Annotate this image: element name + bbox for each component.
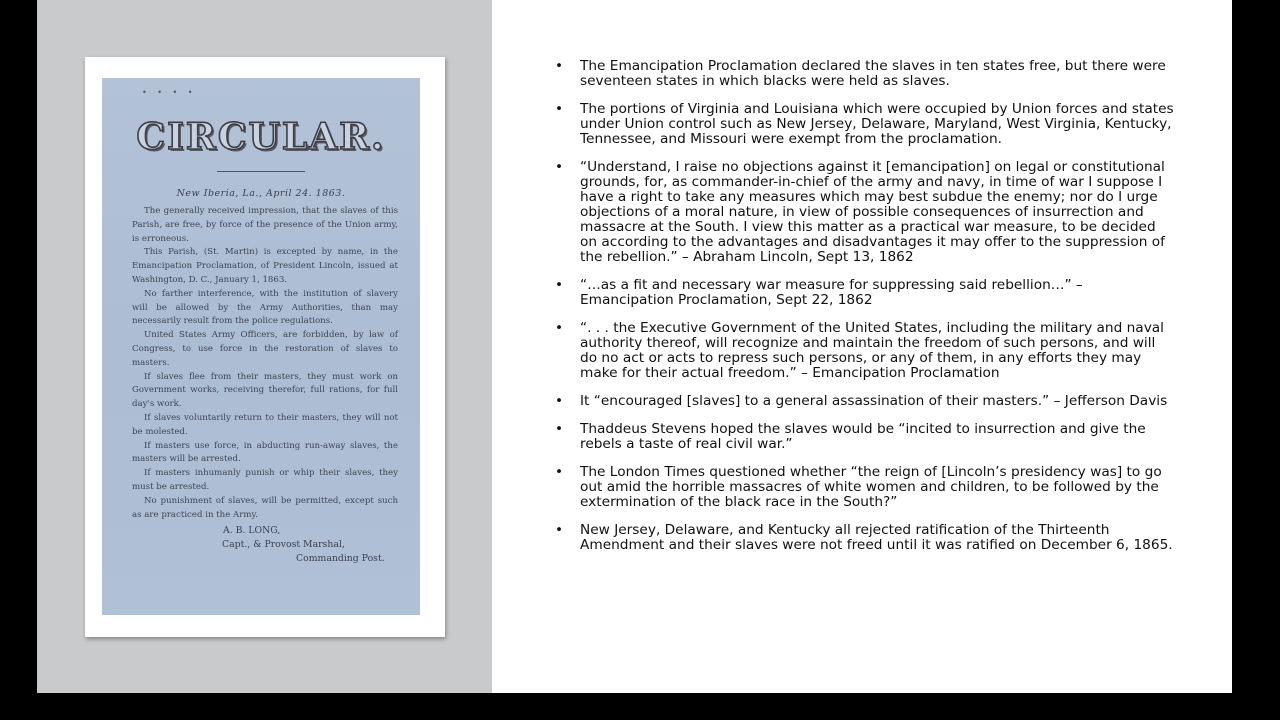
bullet-item (555, 523, 1175, 553)
bullet-dot: • (555, 320, 564, 336)
bullet-item (555, 394, 1175, 409)
circular-document (102, 78, 420, 615)
bullet-list (555, 59, 1175, 566)
bullet-dot: • (555, 277, 564, 293)
bullet-text: The portions of Virginia and Louisiana which were occupied by Union forces and states under Union control such as New Jersey, Delaware, Maryland, West Virginia, Kentucky, Tennessee, and Missouri were exempt from the proclamation. (580, 101, 1174, 147)
circular-paragraph: No punishment of slaves, will be permitted, except such as are practiced in the Army. (132, 495, 398, 520)
right-letterbox (1232, 0, 1280, 693)
bullet-item (555, 321, 1175, 381)
signature-role: Capt., & Provost Marshal, (222, 539, 345, 550)
circular-paragraph: No farther interference, with the institution of slavery will be allowed by the Army Authorities, than may necessarily result from the police regulations. (132, 288, 398, 327)
bullet-dot: • (555, 159, 564, 175)
title-rule (217, 171, 305, 172)
circular-title: CIRCULAR. (136, 116, 386, 158)
circular-paragraph: If slaves flee from their masters, they must work on Government works, receiving therefor, full rations, for full day's work. (132, 371, 398, 410)
bullet-text: It “encouraged [slaves] to a general assassination of their masters.” – Jefferson Davis (580, 393, 1168, 409)
bullet-item (555, 278, 1175, 308)
circular-paragraph: This Parish, (St. Martin) is excepted by name, in the Emancipation Proclamation, of President Lincoln, issued at Washington, D. C., January 1, 1863. (132, 247, 398, 285)
circular-paragraph: The generally received impression, that the slaves of this Parish, are free, by force of the presence of the Union army, is erroneous. (132, 206, 398, 244)
circular-photo (85, 57, 445, 637)
bullet-dot: • (555, 522, 564, 538)
left-letterbox (0, 0, 37, 693)
bullet-item (555, 465, 1175, 510)
bullet-text: Thaddeus Stevens hoped the slaves would be “incited to insurrection and give the rebels a taste of real civil war.” (580, 421, 1146, 452)
bullet-text: “. . . the Executive Government of the United States, including the military and naval authority thereof, will recognize and maintain the freedom of such persons, and will do no act or acts to repress such persons, or any of them, in any efforts they may make for their actual freedom.” – Emancipation Proclamation (580, 320, 1164, 381)
circular-paragraph: If masters use force, in abducting run-away slaves, the masters will be arrested. (132, 440, 398, 465)
circular-paragraph: If slaves voluntarily return to their masters, they will not be molested. (132, 412, 398, 437)
bullet-item (555, 59, 1175, 89)
bullet-item (555, 160, 1175, 265)
bullet-item (555, 102, 1175, 147)
bullet-text: “Understand, I raise no objections against it [emancipation] on legal or constitutional grounds, for, as commander-in-chief of the army and navy, in time of war I suppose I have a right to take any measures which may best subdue the enemy; nor do I urge objections of a moral nature, in view of possible consequences of insurrection and massacre at the South. I view this matter as a practical war measure, to be decided on according to the advantages and disadvantages it may offer to the suppression of the rebellion.” – Abraham Lincoln, Sept 13, 1862 (580, 159, 1165, 265)
circular-signature (132, 524, 398, 566)
bottom-letterbox (0, 693, 1280, 720)
bullet-dot: • (555, 464, 564, 480)
bullet-text: “…as a fit and necessary war measure for suppressing said rebellion…” – Emancipation Proclamation, Sept 22, 1862 (580, 277, 1083, 308)
bullet-dot: • (555, 58, 564, 74)
bullet-text: The Emancipation Proclamation declared the slaves in ten states free, but there were seventeen states in which blacks were held as slaves. (580, 58, 1166, 89)
bullet-dot: • (555, 421, 564, 437)
signature-name: A. B. LONG, (223, 525, 281, 536)
bullet-dot: • (555, 101, 564, 117)
circular-paragraph: If masters inhumanly punish or whip their slaves, they must be arrested. (132, 468, 398, 492)
bullet-text: The London Times questioned whether “the reign of [Lincoln’s presidency was] to go out amid the horrible massacres of white women and children, to be followed by the extermination of the black race in the South?” (580, 464, 1162, 510)
signature-post: Commanding Post. (296, 553, 385, 564)
circular-paragraph: United States Army Officers, are forbidden, by law of Congress, to use force in the restoration of slaves to masters. (132, 330, 398, 368)
bullet-item (555, 422, 1175, 452)
paper-marks: • • • • (142, 88, 197, 97)
circular-dateline: New Iberia, La., April 24. 1863. (176, 188, 346, 199)
bullet-text: New Jersey, Delaware, and Kentucky all rejected ratification of the Thirteenth Amendment and their slaves were not freed until it was ratified on December 6, 1865. (580, 522, 1173, 553)
circular-body (132, 205, 398, 522)
bullet-dot: • (555, 393, 564, 409)
